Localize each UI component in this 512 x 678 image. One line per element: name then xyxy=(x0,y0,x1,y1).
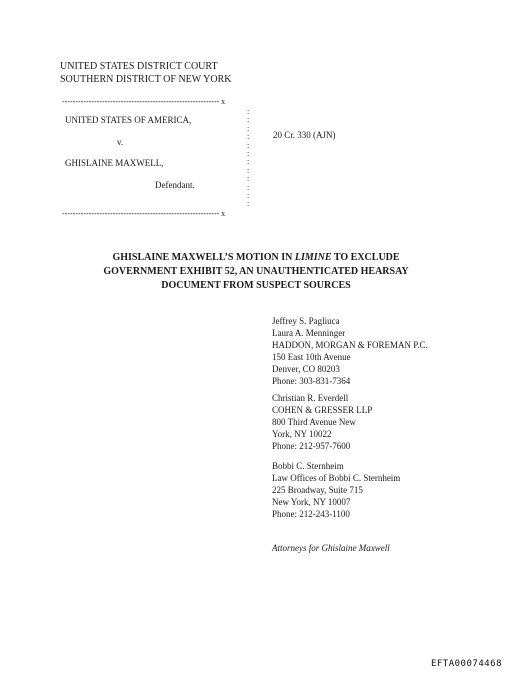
counsel-line: Denver, CO 80203 xyxy=(272,364,340,374)
counsel-block-cohen xyxy=(272,392,372,452)
caption-plaintiff: UNITED STATES OF AMERICA, xyxy=(65,115,192,125)
case-number: 20 Cr. 330 (AJN) xyxy=(273,130,336,140)
caption-colon-divider: : : : : : : : : : : : : xyxy=(247,107,250,209)
limine-emphasis: LIMINE xyxy=(294,252,332,263)
counsel-line: Jeffrey S. Pagliuca xyxy=(272,316,340,326)
bates-number: EFTA00074468 xyxy=(430,659,502,669)
title-line-3: DOCUMENT FROM SUSPECT SOURCES xyxy=(161,280,351,291)
title-line-2: GOVERNMENT EXHIBIT 52, AN UNAUTHENTICATED HEARSAY xyxy=(103,266,409,277)
counsel-line: COHEN & GRESSER LLP xyxy=(272,405,373,415)
counsel-line: Phone: 212-243-1100 xyxy=(272,509,350,519)
counsel-block-sternheim xyxy=(272,460,400,520)
counsel-block-haddon xyxy=(272,315,428,387)
title-line-1: GHISLAINE MAXWELL’S MOTION IN LIMINE TO EXCLUDE xyxy=(112,252,400,263)
counsel-line: Laura A. Menninger xyxy=(272,328,346,338)
caption-versus: v. xyxy=(117,137,124,147)
caption-defendant: GHISLAINE MAXWELL, xyxy=(65,158,164,168)
counsel-line: Phone: 303-831-7364 xyxy=(272,376,351,386)
document-title xyxy=(0,251,512,293)
court-heading xyxy=(60,60,232,86)
counsel-line: York, NY 10022 xyxy=(272,429,332,439)
attorneys-for-line: Attorneys for Ghislaine Maxwell xyxy=(272,543,390,553)
caption-top-rule: ----------------------------------------------------------- x xyxy=(62,97,226,106)
counsel-line: 225 Broadway, Suite 715 xyxy=(272,485,363,495)
caption-bottom-rule: ----------------------------------------------------------- x xyxy=(62,209,226,218)
counsel-line: Law Offices of Bobbi C. Sternheim xyxy=(272,473,401,483)
counsel-line: 150 East 10th Avenue xyxy=(272,352,351,362)
counsel-line: Phone: 212-957-7600 xyxy=(272,441,351,451)
court-district: SOUTHERN DISTRICT OF NEW YORK xyxy=(60,74,232,85)
counsel-line: Bobbi C. Sternheim xyxy=(272,461,344,471)
counsel-line: HADDON, MORGAN & FOREMAN P.C. xyxy=(272,340,428,350)
counsel-line: New York, NY 10007 xyxy=(272,497,351,507)
caption-defendant-label: Defendant. xyxy=(155,180,195,190)
counsel-line: Christian R. Everdell xyxy=(272,393,349,403)
court-name: UNITED STATES DISTRICT COURT xyxy=(60,61,218,72)
counsel-line: 800 Third Avenue New xyxy=(272,417,356,427)
